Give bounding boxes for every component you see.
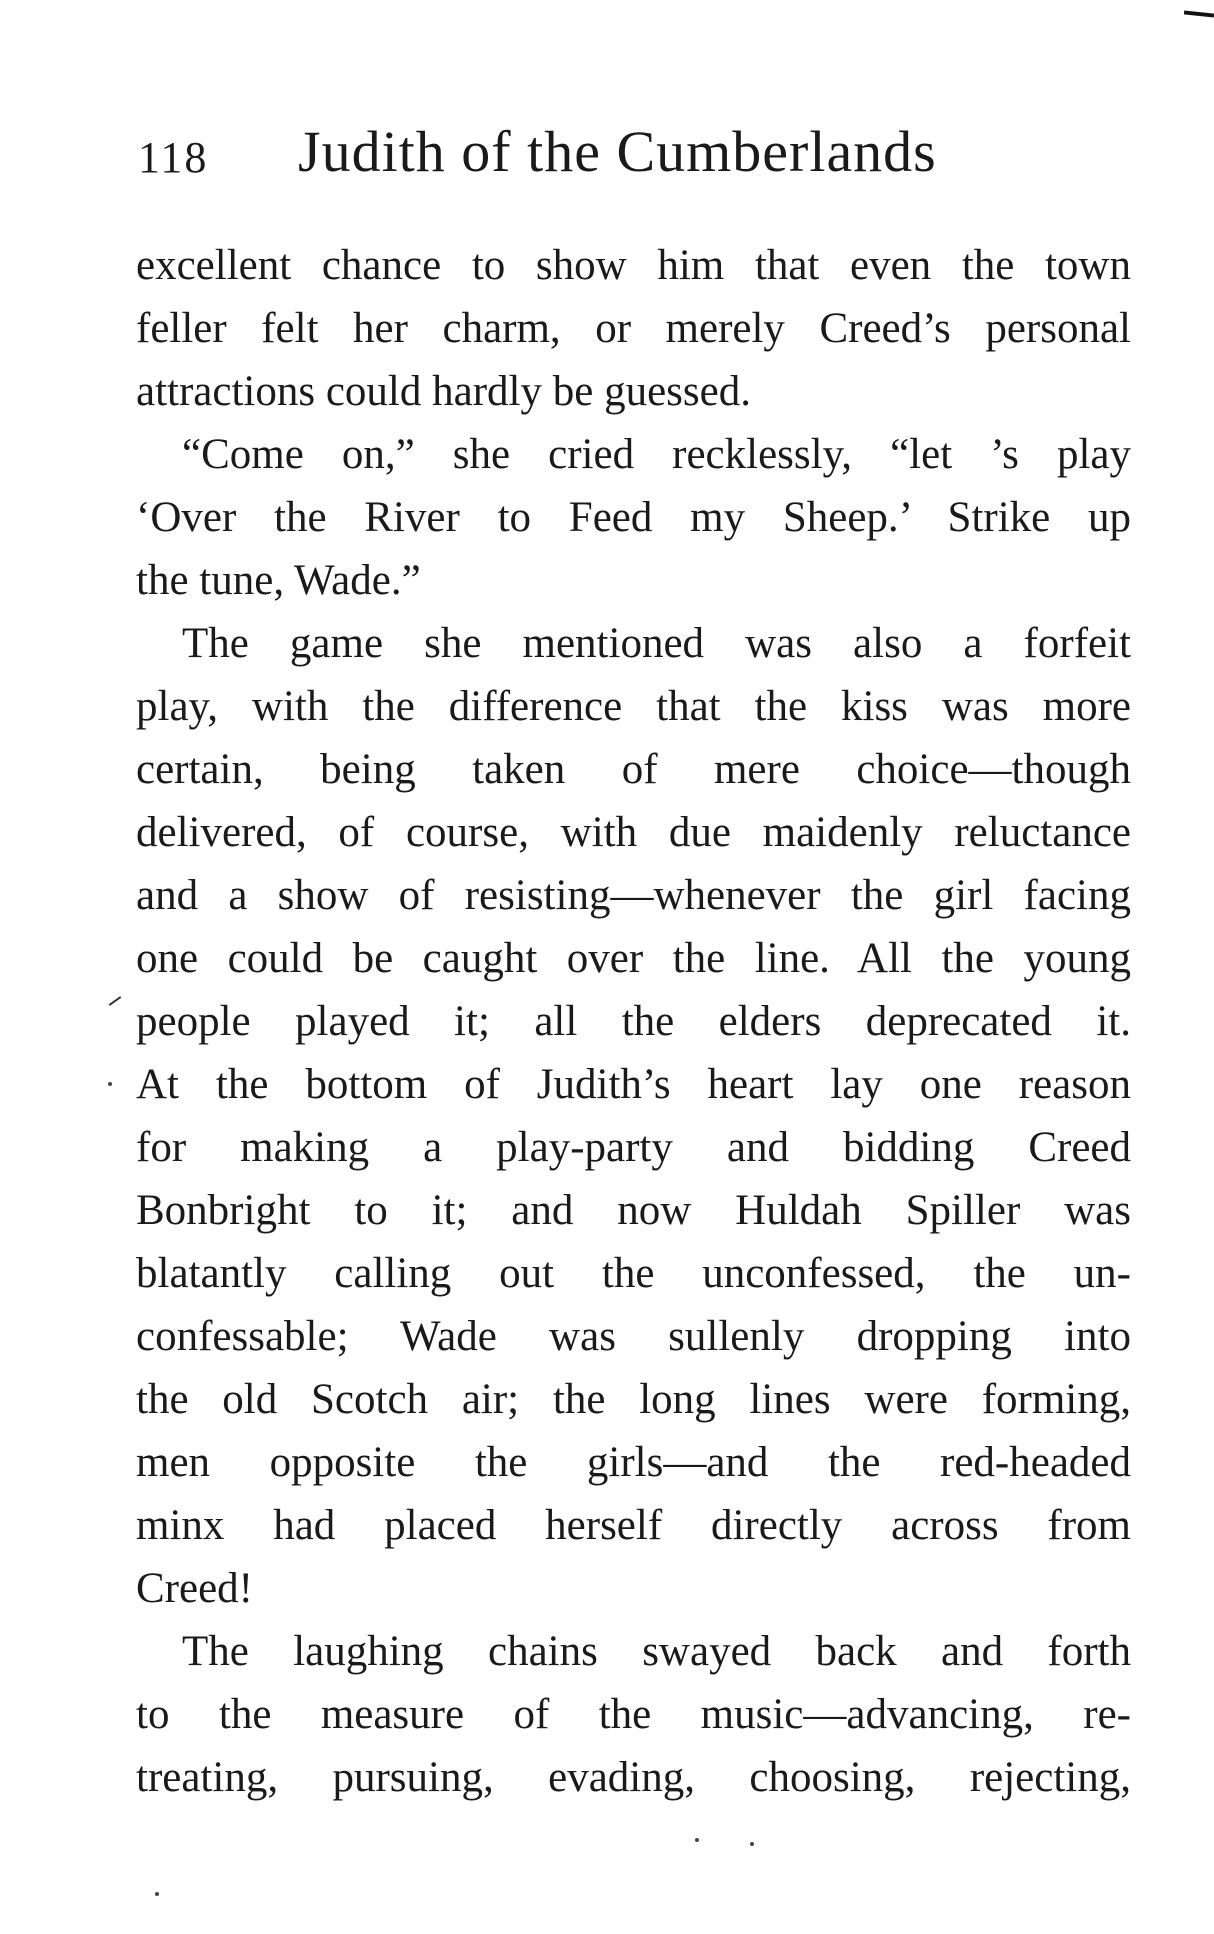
scan-mark <box>109 996 122 1006</box>
text-line: The laughing chains swayed back and forth <box>182 1628 1131 1675</box>
running-title: Judith of the Cumberlands <box>298 119 937 184</box>
page-number: 118 <box>138 133 209 182</box>
text-line: “Come on,” she cried recklessly, “let ’s play <box>182 431 1131 478</box>
page-header <box>138 118 1038 188</box>
body-text <box>136 234 1131 1809</box>
scan-speck <box>108 1082 112 1086</box>
text-line: excellent chance to show him that even the town <box>136 242 1131 289</box>
text-line: people played it; all the elders deprecated it. <box>136 998 1131 1045</box>
text-line: and a show of resisting—whenever the girl facing <box>136 872 1131 919</box>
scan-speck <box>750 1842 754 1846</box>
text-line: certain, being taken of mere choice—though <box>136 746 1131 793</box>
text-line: play, with the difference that the kiss was more <box>136 683 1131 730</box>
text-line: The game she mentioned was also a forfeit <box>182 620 1131 667</box>
text-line: feller felt her charm, or merely Creed’s personal <box>136 305 1131 352</box>
text-line: for making a play-party and bidding Creed <box>136 1124 1131 1171</box>
text-line: delivered, of course, with due maidenly reluctance <box>136 809 1131 856</box>
scan-speck <box>155 1892 159 1896</box>
text-line: one could be caught over the line. All the young <box>136 935 1131 982</box>
text-line: men opposite the girls—and the red-headed <box>136 1439 1131 1486</box>
corner-ink-mark <box>1184 10 1214 17</box>
text-line: the old Scotch air; the long lines were forming, <box>136 1376 1131 1423</box>
text-line: attractions could hardly be guessed. <box>136 368 751 415</box>
text-line: At the bottom of Judith’s heart lay one reason <box>136 1061 1131 1108</box>
text-line: confessable; Wade was sullenly dropping into <box>136 1313 1131 1360</box>
text-line: the tune, Wade.” <box>136 557 421 604</box>
text-line: Creed! <box>136 1565 253 1612</box>
text-line: blatantly calling out the unconfessed, the un- <box>136 1250 1131 1297</box>
text-line: minx had placed herself directly across from <box>136 1502 1131 1549</box>
text-line: Bonbright to it; and now Huldah Spiller was <box>136 1187 1131 1234</box>
text-line: to the measure of the music—advancing, re- <box>136 1691 1131 1738</box>
scan-speck <box>695 1838 699 1842</box>
text-line: treating, pursuing, evading, choosing, rejecting, <box>136 1754 1131 1801</box>
text-line: ‘Over the River to Feed my Sheep.’ Strike up <box>136 494 1131 541</box>
